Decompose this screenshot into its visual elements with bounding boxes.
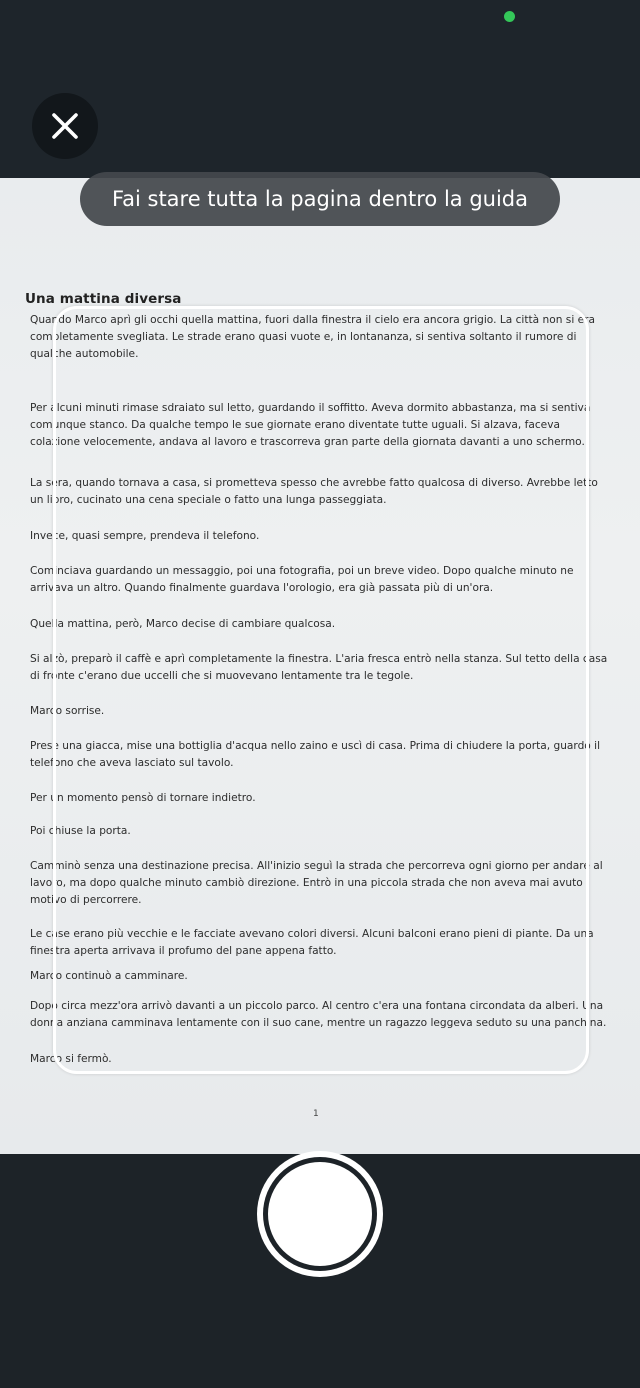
paragraph-line: Dopo circa mezz'ora arrivò davanti a un piccolo parco. Al centro c'era una fontana circondata da alberi. Una xyxy=(30,1000,604,1012)
paragraph-line: comunque stanco. Da qualche tempo le sue giornate erano diventate tutte uguali. Si alzava, faceva xyxy=(30,419,560,431)
paragraph-line: La sera, quando tornava a casa, si prometteva spesso che avrebbe fatto qualcosa di diverso. Avrebbe letto xyxy=(30,477,598,489)
paragraph-line: Per un momento pensò di tornare indietro. xyxy=(30,792,256,804)
paragraph-line: colazione velocemente, andava al lavoro e trascorreva gran parte della giornata davanti a uno schermo. xyxy=(30,436,585,448)
paragraph-line: Marco continuò a camminare. xyxy=(30,970,188,982)
paragraph-line: Marco si fermò. xyxy=(30,1053,112,1065)
paragraph-line: Invece, quasi sempre, prendeva il telefono. xyxy=(30,530,260,542)
paragraph-line: Quella mattina, però, Marco decise di cambiare qualcosa. xyxy=(30,618,336,630)
paragraph-line: Poi chiuse la porta. xyxy=(30,825,131,837)
paragraph-line: finestra aperta arrivava il profumo del pane appena fatto. xyxy=(30,945,337,957)
paragraph-line: telefono che aveva lasciato sul tavolo. xyxy=(30,757,234,769)
paragraph-line: Prese una giacca, mise una bottiglia d'acqua nello zaino e uscì di casa. Prima di chiudere la porta, guardò il xyxy=(30,740,601,752)
paragraph-line: lavoro, ma dopo qualche minuto cambiò direzione. Entrò in una piccola strada che non aveva mai avuto xyxy=(30,877,583,889)
paragraph-line: Camminò senza una destinazione precisa. All'inizio seguì la strada che percorreva ogni giorno per andare al xyxy=(30,860,603,872)
paragraph-line: arrivava un altro. Quando finalmente guardava l'orologio, era già passata più di un'ora. xyxy=(30,582,494,594)
paragraph-line: di fronte c'erano due uccelli che si muovevano lentamente tra le tegole. xyxy=(30,670,414,682)
shutter-inner xyxy=(268,1162,372,1266)
paragraph-line: un libro, cucinato una cena speciale o fatto una lunga passeggiata. xyxy=(30,494,387,506)
paragraph-line: Si alzò, preparò il caffè e aprì completamente la finestra. L'aria fresca entrò nella stanza. Sul tetto della casa xyxy=(30,653,608,665)
document-title: Una mattina diversa xyxy=(25,291,182,307)
paragraph-line: Cominciava guardando un messaggio, poi una fotografia, poi un breve video. Dopo qualche minuto ne xyxy=(30,565,574,577)
shutter-button[interactable] xyxy=(257,1151,383,1277)
paragraph-line: Marco sorrise. xyxy=(30,705,105,717)
page-number: 1 xyxy=(313,1109,319,1119)
paragraph-line: completamente svegliata. Le strade erano quasi vuote e, in lontananza, si sentiva soltanto il rumore di xyxy=(30,331,577,343)
camera-in-use-indicator xyxy=(504,11,515,22)
paragraph-line: Per alcuni minuti rimase sdraiato sul letto, guardando il soffitto. Aveva dormito abbastanza, ma si sentiva xyxy=(30,402,591,414)
close-button[interactable] xyxy=(32,93,98,159)
paragraph-line: donna anziana camminava lentamente con il suo cane, mentre un ragazzo leggeva seduto su una panchina. xyxy=(30,1017,607,1029)
paragraph-line: Le case erano più vecchie e le facciate avevano colori diversi. Alcuni balconi erano pieni di piante. Da una xyxy=(30,928,594,940)
scan-guide-frame xyxy=(53,306,589,1074)
close-icon xyxy=(51,112,79,140)
paragraph-line: motivo di percorrere. xyxy=(30,894,142,906)
paragraph-line: qualche automobile. xyxy=(30,348,139,360)
paragraph-line: Quando Marco aprì gli occhi quella mattina, fuori dalla finestra il cielo era ancora grigio. La città non si era xyxy=(30,314,596,326)
scan-hint: Fai stare tutta la pagina dentro la guida xyxy=(80,172,560,226)
camera-top-bar xyxy=(0,0,640,178)
